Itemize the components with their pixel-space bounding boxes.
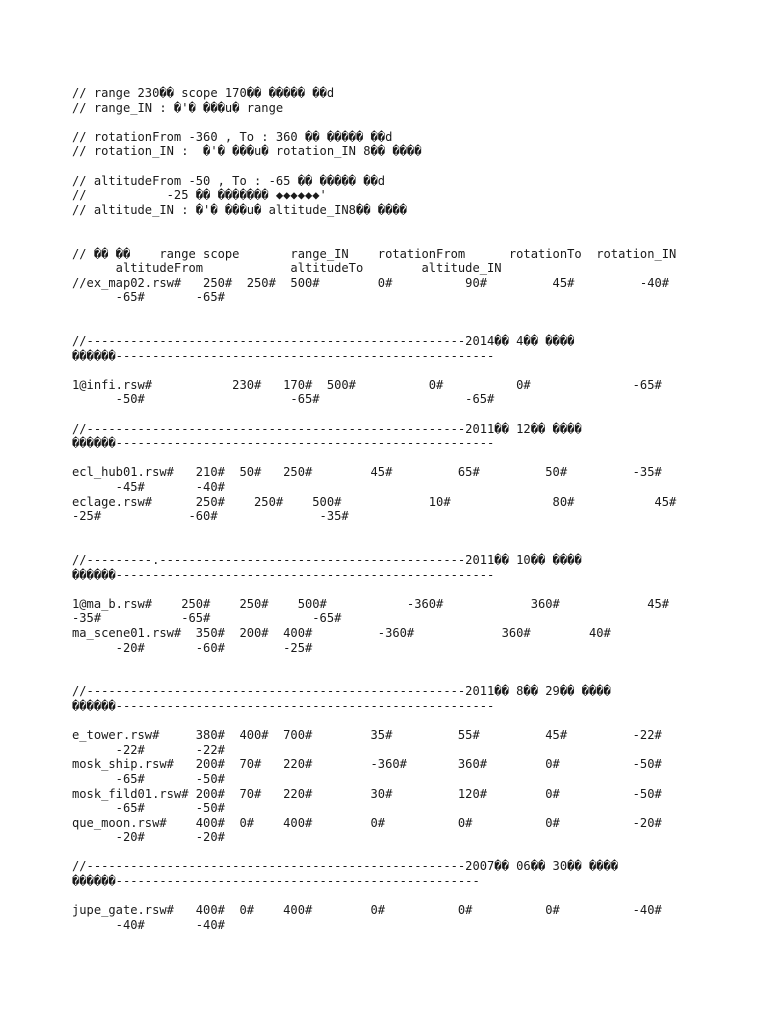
text-line: -40# -40# <box>72 917 225 932</box>
text-line <box>72 845 712 860</box>
text-line <box>72 305 712 320</box>
text-line: e_tower.rsw# 380# 400# 700# 35# 55# 45# -22# <box>72 728 662 743</box>
text-line <box>72 655 712 670</box>
text-line <box>72 217 712 232</box>
text-line: que_moon.rsw# 400# 0# 400# 0# 0# 0# -20# <box>72 815 662 830</box>
text-line: //---------.------------------------------------------2011�� 10�� ���� <box>72 553 582 567</box>
text-line: -25# -60# -35# <box>72 509 349 524</box>
text-line: ������-------------------------------------------------- <box>72 874 480 889</box>
text-line: // altitude_IN : �'� ���u� altitude_IN8�� ���� <box>72 202 407 217</box>
text-line: -65# -50# <box>72 801 225 816</box>
text-line: 1@ma_b.rsw# 250# 250# 500# -360# 360# 45# <box>72 596 670 611</box>
text-line: -45# -40# <box>72 480 225 495</box>
text-line <box>72 232 712 247</box>
text-line: -20# -60# -25# <box>72 640 313 655</box>
text-line: // range_IN : �'� ���u� range <box>72 100 284 115</box>
text-line: ������---------------------------------------------------- <box>72 698 495 713</box>
text-line <box>72 320 712 335</box>
text-line: -50# -65# -65# <box>72 392 495 407</box>
text-line: -65# -65# <box>72 290 225 305</box>
text-line <box>72 407 712 422</box>
text-line <box>72 363 712 378</box>
text-line: ������---------------------------------------------------- <box>72 348 495 363</box>
text-line <box>72 714 712 729</box>
text-line: // �� �� range scope range_IN rotationFrom rotationTo rotation_IN <box>72 246 677 261</box>
text-line: 1@infi.rsw# 230# 170# 500# 0# 0# -65# <box>72 377 662 392</box>
text-line: eclage.rsw# 250# 250# 500# 10# 80# 45# <box>72 494 677 509</box>
text-line: ������---------------------------------------------------- <box>72 567 495 582</box>
text-line <box>72 451 712 466</box>
text-line: // rotation_IN : �'� ���u� rotation_IN 8�� ���� <box>72 144 422 159</box>
text-line: // range 230�� scope 170�� ����� ��d <box>72 86 335 100</box>
text-line: -35# -65# -65# <box>72 611 342 626</box>
text-line: mosk_fild01.rsw# 200# 70# 220# 30# 120# 0# -50# <box>72 786 662 801</box>
text-line: altitudeFrom altitudeTo altitude_IN <box>72 261 502 276</box>
text-line: ecl_hub01.rsw# 210# 50# 250# 45# 65# 50# -35# <box>72 465 662 480</box>
text-line: //----------------------------------------------------2007�� 06�� 30�� ���� <box>72 859 619 874</box>
text-line: ������---------------------------------------------------- <box>72 436 495 451</box>
text-line <box>72 670 712 685</box>
text-line: //----------------------------------------------------2011�� 12�� ���� <box>72 421 582 436</box>
text-line <box>72 889 712 904</box>
text-line: -65# -50# <box>72 771 225 786</box>
text-line: //----------------------------------------------------2011�� 8�� 29�� ���� <box>72 684 611 699</box>
text-line <box>72 582 712 597</box>
text-line: //----------------------------------------------------2014�� 4�� ���� <box>72 334 575 349</box>
text-line: -20# -20# <box>72 830 225 845</box>
text-line <box>72 159 712 174</box>
text-line: //ex_map02.rsw# 250# 250# 500# 0# 90# 45# -40# <box>72 275 670 290</box>
text-line: // -25 �� ������� ◆◆◆◆◆◆' <box>72 188 327 203</box>
text-line: // altitudeFrom -50 , To : -65 �� ����� ��d <box>72 173 386 188</box>
text-line <box>72 524 712 539</box>
text-line: ma_scene01.rsw# 350# 200# 400# -360# 360# 40# <box>72 625 611 640</box>
text-line: mosk_ship.rsw# 200# 70# 220# -360# 360# 0# -50# <box>72 757 662 772</box>
text-line: // rotationFrom -360 , To : 360 �� ����� ��d <box>72 129 393 144</box>
text-line <box>72 538 712 553</box>
text-line: jupe_gate.rsw# 400# 0# 400# 0# 0# 0# -40# <box>72 903 662 918</box>
text-line <box>72 115 712 130</box>
text-line: -22# -22# <box>72 742 225 757</box>
text-document <box>72 86 712 932</box>
